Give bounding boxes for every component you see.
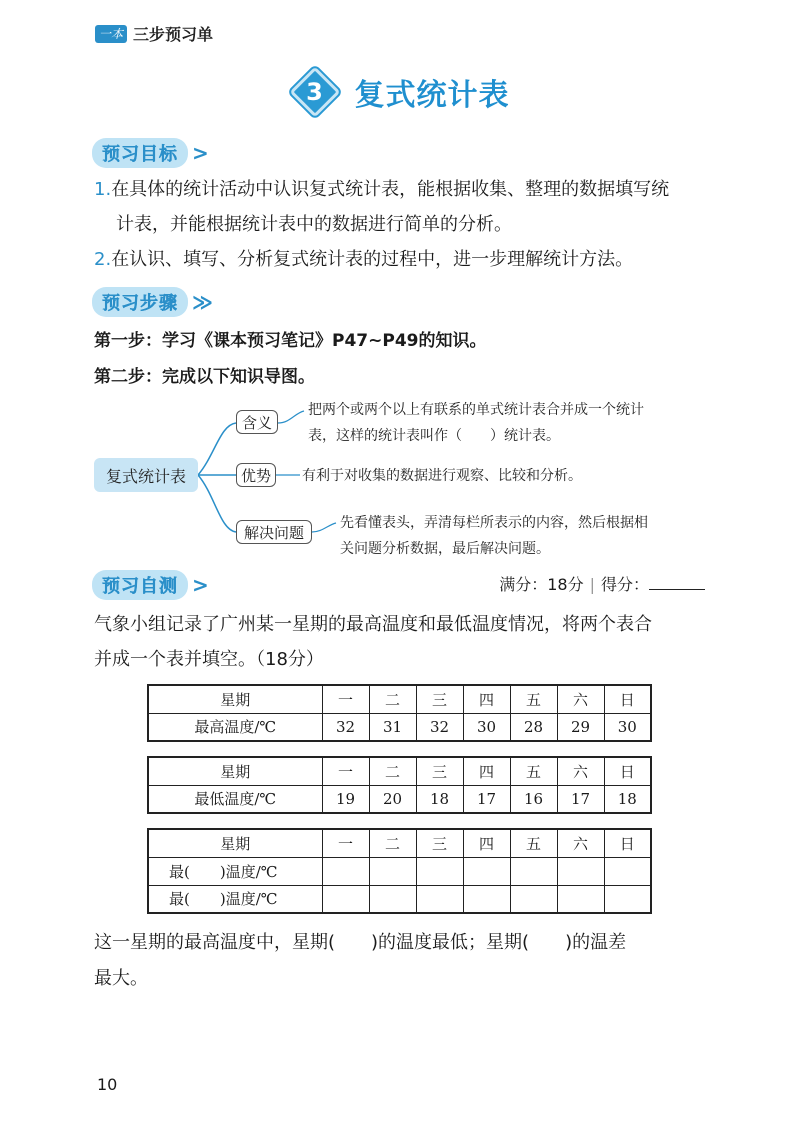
table-combined-blank: [147, 828, 652, 914]
lesson-number: 3: [306, 78, 323, 106]
goal-item-1-text: 在具体的统计活动中认识复式统计表，能根据收集、整理的数据填写统: [111, 179, 670, 200]
chevron-right-icon: >: [192, 573, 209, 597]
blank-cell[interactable]: [463, 857, 510, 885]
day-cell: 四: [463, 757, 510, 785]
table-row: [148, 857, 651, 885]
value-cell: 32: [322, 713, 369, 741]
value-cell: 30: [463, 713, 510, 741]
value-cell: 16: [510, 785, 557, 813]
section-goals-tag: [92, 138, 209, 168]
goal-item-2-number: 2.: [94, 249, 112, 270]
goal-item-2-text: 在认识、填写、分析复式统计表的过程中，进一步理解统计方法。: [111, 249, 634, 270]
goal-item-1-line-2: 计表，并能根据统计表中的数据进行简单的分析。: [116, 214, 512, 235]
mindmap-node-advantage: 优势: [236, 463, 276, 487]
row-label: 最低温度/℃: [148, 785, 322, 813]
score-box: [499, 572, 705, 595]
table-row: [148, 785, 651, 813]
row-label: 最高温度/℃: [148, 713, 322, 741]
knowledge-mindmap: [90, 395, 730, 570]
section-selftest-tag: [92, 570, 209, 600]
value-cell: 28: [510, 713, 557, 741]
table-header-label: 星期: [148, 685, 322, 713]
step-1: 第一步：学习《课本预习笔记》P47~P49的知识。: [94, 331, 487, 351]
blank-cell[interactable]: [557, 885, 604, 913]
blank-cell[interactable]: [557, 857, 604, 885]
score-label: 得分：: [600, 575, 649, 594]
day-cell: 二: [369, 685, 416, 713]
value-cell: 31: [369, 713, 416, 741]
table-row: [148, 713, 651, 741]
page-header: [95, 22, 213, 45]
day-cell: 三: [416, 757, 463, 785]
step-2: 第二步：完成以下知识导图。: [94, 367, 315, 387]
double-chevron-right-icon: ≫: [192, 290, 213, 314]
chevron-right-icon: >: [192, 141, 209, 165]
mindmap-problem-text-2: 关问题分析数据，最后解决问题。: [340, 541, 550, 557]
header-title: 三步预习单: [133, 25, 214, 44]
mindmap-node-problem-solving: 解决问题: [236, 520, 312, 544]
day-cell: 六: [557, 757, 604, 785]
mindmap-meaning-text-1: 把两个或两个以上有联系的单式统计表合并成一个统计: [308, 402, 644, 418]
score-blank[interactable]: [649, 576, 705, 590]
day-cell: 六: [557, 829, 604, 857]
goal-item-2: [94, 247, 633, 273]
value-cell: 32: [416, 713, 463, 741]
score-full: 满分：18分: [499, 575, 584, 594]
day-cell: 三: [416, 829, 463, 857]
value-cell: 20: [369, 785, 416, 813]
blank-cell[interactable]: [322, 885, 369, 913]
row-label-blank[interactable]: 最( )温度/℃: [148, 857, 322, 885]
day-cell: 五: [510, 829, 557, 857]
day-cell: 四: [463, 829, 510, 857]
blank-cell[interactable]: [510, 885, 557, 913]
value-cell: 29: [557, 713, 604, 741]
day-cell: 二: [369, 757, 416, 785]
value-cell: 19: [322, 785, 369, 813]
day-cell: 日: [604, 757, 651, 785]
score-separator: |: [589, 575, 595, 594]
blank-cell[interactable]: [369, 885, 416, 913]
mindmap-advantage-text: 有利于对收集的数据进行观察、比较和分析。: [302, 468, 582, 484]
day-cell: 二: [369, 829, 416, 857]
lesson-title-text: 复式统计表: [354, 78, 510, 113]
blank-cell[interactable]: [463, 885, 510, 913]
selftest-tag-label: 预习自测: [92, 570, 188, 600]
table-row: [148, 685, 651, 713]
goals-tag-label: 预习目标: [92, 138, 188, 168]
goal-item-1-line-1: [94, 177, 669, 203]
day-cell: 四: [463, 685, 510, 713]
day-cell: 三: [416, 685, 463, 713]
day-cell: 一: [322, 829, 369, 857]
table-row: [148, 757, 651, 785]
day-cell: 五: [510, 685, 557, 713]
mindmap-node-meaning: 含义: [236, 410, 278, 434]
mindmap-center-node: 复式统计表: [94, 458, 198, 492]
blank-cell[interactable]: [604, 885, 651, 913]
blank-cell[interactable]: [604, 857, 651, 885]
brand-logo: 一本: [95, 25, 127, 43]
day-cell: 日: [604, 829, 651, 857]
day-cell: 一: [322, 685, 369, 713]
mindmap-problem-text-1: 先看懂表头，弄清每栏所表示的内容，然后根据相: [340, 515, 648, 531]
table-row: [148, 885, 651, 913]
blank-cell[interactable]: [369, 857, 416, 885]
value-cell: 30: [604, 713, 651, 741]
day-cell: 日: [604, 685, 651, 713]
day-cell: 六: [557, 685, 604, 713]
day-cell: 五: [510, 757, 557, 785]
value-cell: 17: [463, 785, 510, 813]
value-cell: 18: [416, 785, 463, 813]
blank-cell[interactable]: [510, 857, 557, 885]
question-line-1: 气象小组记录了广州某一星期的最高温度和最低温度情况，将两个表合: [94, 614, 652, 635]
answer-line-2: 最大。: [94, 968, 148, 989]
goal-item-1-number: 1.: [94, 179, 112, 200]
table-row: [148, 829, 651, 857]
page-number: 10: [97, 1075, 118, 1094]
value-cell: 18: [604, 785, 651, 813]
blank-cell[interactable]: [416, 885, 463, 913]
blank-cell[interactable]: [416, 857, 463, 885]
steps-tag-label: 预习步骤: [92, 287, 188, 317]
lesson-title: [0, 68, 800, 116]
lesson-number-badge: [291, 68, 339, 116]
table-header-label: 星期: [148, 829, 322, 857]
blank-cell[interactable]: [322, 857, 369, 885]
answer-line-1: 这一星期的最高温度中，星期( )的温度最低；星期( )的温差: [94, 932, 627, 953]
value-cell: 17: [557, 785, 604, 813]
question-line-2: 并成一个表并填空。（18分）: [94, 649, 324, 670]
table-max-temperature: [147, 684, 652, 742]
table-header-label: 星期: [148, 757, 322, 785]
row-label-blank[interactable]: 最( )温度/℃: [148, 885, 322, 913]
day-cell: 一: [322, 757, 369, 785]
mindmap-meaning-text-2: 表，这样的统计表叫作（ ）统计表。: [308, 428, 560, 444]
table-min-temperature: [147, 756, 652, 814]
section-steps-tag: [92, 287, 213, 317]
